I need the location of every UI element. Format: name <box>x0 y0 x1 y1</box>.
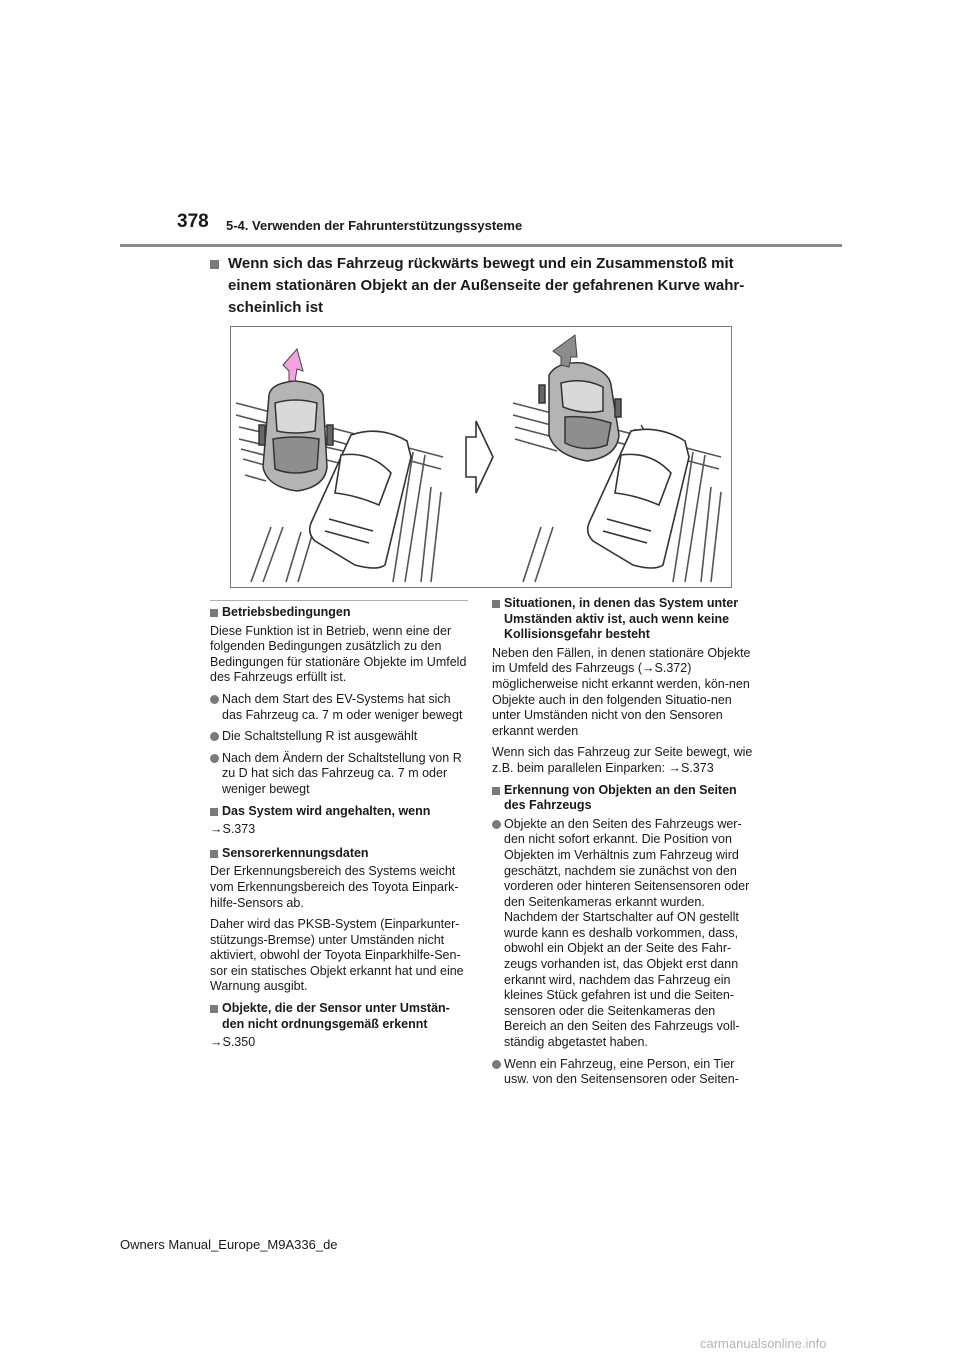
square-bullet-icon <box>210 260 219 269</box>
header-rule <box>120 244 842 247</box>
bullet-item: Nach dem Ändern der Schaltstellung von R zu D hat sich das Fahrzeug ca. 7 m oder weniger bewegt <box>210 751 468 798</box>
bullet-item: Nach dem Start des EV-Systems hat sich das Fahrzeug ca. 7 m oder weniger bewegt <box>210 692 468 723</box>
reverse-collision-diagram <box>231 327 731 587</box>
bullet-dot-icon <box>210 754 219 763</box>
paragraph: Diese Funktion ist in Betrieb, wenn eine der folgenden Bedingungen zusätzlich zu den Bedingungen für stationäre Objekte im Umfeld des Fahrzeugs erfüllt ist. <box>210 623 467 685</box>
heading-system-stopped: Das System wird angehalten, wenn <box>210 804 468 820</box>
square-bullet-icon <box>210 1005 218 1013</box>
section-title <box>210 253 770 319</box>
right-column <box>492 596 754 1094</box>
bullet-dot-icon <box>492 820 501 829</box>
bullet-item: Wenn ein Fahrzeug, eine Person, ein Tier usw. von den Seitensensoren oder Seiten- <box>492 1057 754 1088</box>
bullet-dot-icon <box>492 1060 501 1069</box>
heading-side-detection: Erkennung von Objekten an den Seiten des Fahrzeugs <box>492 783 754 814</box>
paragraph: Der Erkennungsbereich des Systems weicht vom Erkennungsbereich des Toyota Einpark-hilfe-Sensors ab. <box>210 864 459 910</box>
column-divider <box>210 600 468 601</box>
square-bullet-icon <box>492 600 500 608</box>
paragraph: Wenn sich das Fahrzeug zur Seite bewegt, wie z.B. beim parallelen Einparken: →S.373 <box>492 745 753 775</box>
heading-operating-conditions: Betriebsbedingungen <box>210 605 468 621</box>
page-reference: →S.373 <box>210 822 256 837</box>
square-bullet-icon <box>492 787 500 795</box>
bullet-item: Objekte an den Seiten des Fahrzeugs wer-den nicht sofort erkannt. Die Position von Objekten im Verhältnis zum Fahrzeug wird geschätzt, nachdem sie zunächst von den vorderen oder hinteren Seitensensoren oder den Seitenkameras erkannt wurden. Nachdem der Startschalter auf ON gestellt wurde kann es deshalb vorkommen, dass, obwohl ein Objekt an der Seite des Fahr-zeugs vorhanden ist, das Objekt erst dann erkannt wird, nachdem das Fahrzeug ein kleines Stück gefahren ist und die Seiten-sensoren oder die Seitenkameras den Bereich an den Seiten des Fahrzeugs voll-ständig abgetastet haben. <box>492 817 754 1051</box>
heading-unintended-activation: Situationen, in denen das System unter Umständen aktiv ist, auch wenn keine Kollisionsgefahr besteht <box>492 596 754 643</box>
bullet-dot-icon <box>210 695 219 704</box>
square-bullet-icon <box>210 609 218 617</box>
section-title-text: Wenn sich das Fahrzeug rückwärts bewegt und ein Zusammenstoß mit einem stationären Objekt an der Außenseite der gefahrenen Kurve wahr-scheinlich ist <box>228 255 745 316</box>
square-bullet-icon <box>210 808 218 816</box>
reversing-car-left <box>259 381 333 491</box>
paragraph: Neben den Fällen, in denen stationäre Objekte im Umfeld des Fahrzeugs (→S.372) möglicherweise nicht erkannt werden, kön-nen Objekte auch in den folgenden Situatio-nen unter Umständen nicht von den Sensoren erkannt werden <box>492 645 751 738</box>
footer-text: Owners Manual_Europe_M9A336_de <box>120 1237 338 1252</box>
heading-sensor-data: Sensorerkennungsdaten <box>210 846 468 862</box>
chapter-title: 5-4. Verwenden der Fahrunterstützungssysteme <box>226 218 523 233</box>
page-reference: →S.350 <box>210 1035 256 1050</box>
heading-objects-not-detected: Objekte, die der Sensor unter Umstän-den nicht ordnungsgemäß erkennt <box>210 1001 468 1032</box>
bullet-item: Die Schaltstellung R ist ausgewählt <box>210 729 468 745</box>
direction-arrow <box>466 421 493 493</box>
reverse-arrow-left <box>283 349 303 381</box>
parking-illustration <box>230 326 732 588</box>
reversing-car-right <box>539 363 621 461</box>
bullet-dot-icon <box>210 732 219 741</box>
paragraph: Daher wird das PKSB-System (Einparkunter-stützungs-Bremse) unter Umständen nicht aktiviert, obwohl der Toyota Einparkhilfe-Sen-sor ein statisches Objekt erkannt hat und eine Warnung ausgibt. <box>210 917 464 994</box>
watermark: carmanualsonline.info <box>700 1336 827 1351</box>
page-number: 378 <box>177 211 209 232</box>
left-column <box>210 600 468 1059</box>
square-bullet-icon <box>210 850 218 858</box>
